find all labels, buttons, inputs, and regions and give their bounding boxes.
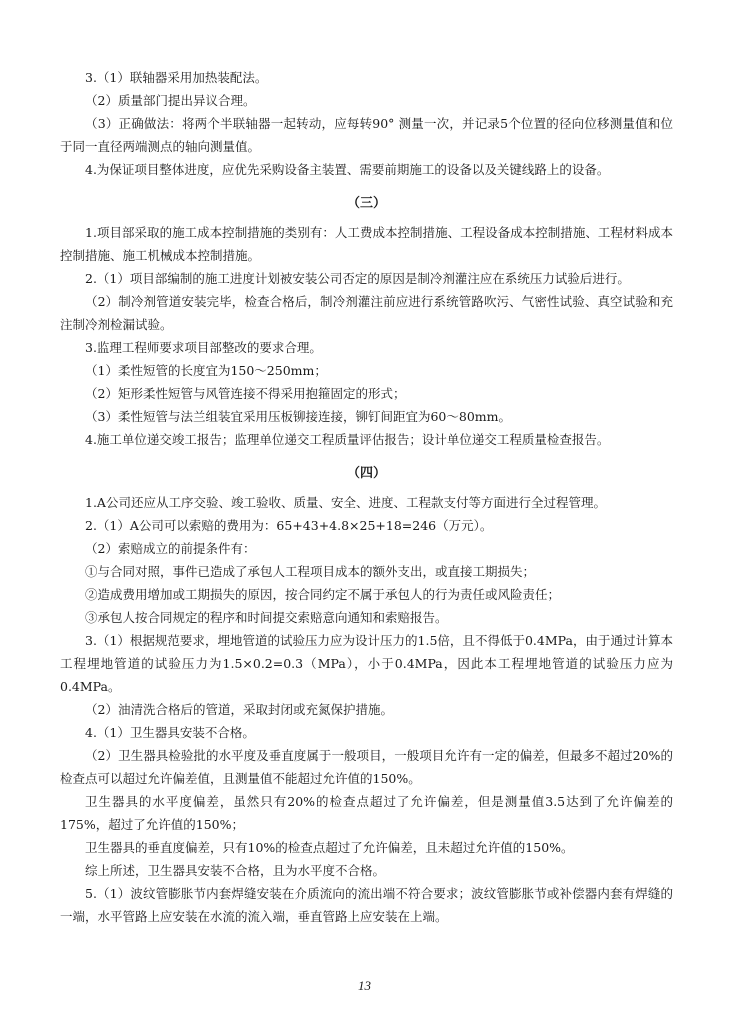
paragraph: 4.施工单位递交竣工报告；监理单位递交工程质量评估报告；设计单位递交工程质量检查报告。 — [85, 432, 610, 447]
paragraph: 4.（1）卫生器具安装不合格。 — [85, 725, 255, 740]
section-heading: （三） — [346, 196, 386, 211]
paragraph: （2）质量部门提出异议合理。 — [85, 93, 256, 108]
paragraph: （3）正确做法：将两个半联轴器一起转动，应每转90° 测量一次，并记录5个位置的径向位移测量值和位于同一直径两端测点的轴向测量值。 — [60, 116, 673, 154]
paragraph: （3）柔性短管与法兰组装宜采用压板铆接连接，铆钉间距宜为60～80mm。 — [85, 409, 511, 424]
paragraph: 卫生器具的水平度偏差，虽然只有20%的检查点超过了允许偏差，但是测量值3.5达到了允许偏差的175%，超过了允许值的150%； — [60, 794, 673, 832]
paragraph: ①与合同对照，事件已造成了承包人工程项目成本的额外支出，或直接工期损失； — [85, 564, 536, 579]
paragraph: 5.（1）波纹管膨胀节内套焊缝安装在介质流向的流出端不符合要求；波纹管膨胀节或补偿器内套有焊缝的一端，水平管路上应安装在水流的流入端，垂直管路上应安装在上端。 — [60, 886, 673, 924]
paragraph: （2）卫生器具检验批的水平度及垂直度属于一般项目，一般项目允许有一定的偏差，但最多不超过20%的检查点可以超过允许偏差值，且测量值不能超过允许值的150%。 — [60, 748, 673, 786]
paragraph: （2）制冷剂管道安装完毕，检查合格后，制冷剂灌注前应进行系统管路吹污、气密性试验、真空试验和充注制冷剂检漏试验。 — [60, 294, 673, 332]
paragraph: 2.（1）项目部编制的施工进度计划被安装公司否定的原因是制冷剂灌注应在系统压力试验后进行。 — [85, 271, 630, 286]
paragraph: ②造成费用增加或工期损失的原因，按合同约定不属于承包人的行为责任或风险责任； — [85, 587, 561, 602]
section-four — [60, 462, 673, 928]
paragraph: 综上所述，卫生器具安装不合格，且为水平度不合格。 — [85, 863, 386, 878]
paragraph: 卫生器具的垂直度偏差，只有10%的检查点超过了允许偏差，且未超过允许值的150%。 — [85, 840, 574, 855]
section-continued — [60, 66, 673, 181]
paragraph: （1）柔性短管的长度宜为150～250mm； — [85, 363, 327, 378]
paragraph: 3.（1）根据规范要求，埋地管道的试验压力应为设计压力的1.5倍，且不得低于0.4MPa，由于通过计算本工程埋地管道的试验压力为1.5×0.2=0.3（MPa），小于0.4MPa，因此本工程埋地管道的试验压力应为0.4MPa。 — [60, 633, 673, 694]
paragraph: 4.为保证项目整体进度，应优先采购设备主装置、需要前期施工的设备以及关键线路上的设备。 — [85, 162, 610, 177]
paragraph: 2.（1）A公司可以索赔的费用为：65+43+4.8×25+18=246（万元）。 — [85, 518, 493, 533]
paragraph: （2）索赔成立的前提条件有： — [85, 541, 256, 556]
paragraph: 3.监理工程师要求项目部整改的要求合理。 — [85, 340, 322, 355]
paragraph: （2）矩形柔性短管与风管连接不得采用抱箍固定的形式； — [85, 386, 406, 401]
paragraph: ③承包人按合同规定的程序和时间提交索赔意向通知和索赔报告。 — [85, 610, 448, 625]
section-three — [60, 192, 673, 451]
paragraph: 3.（1）联轴器采用加热装配法。 — [85, 70, 268, 85]
section-heading: （四） — [346, 466, 386, 481]
paragraph: 1.A公司还应从工序交验、竣工验收、质量、安全、进度、工程款支付等方面进行全过程管理。 — [85, 495, 606, 510]
paragraph: 1.项目部采取的施工成本控制措施的类别有：人工费成本控制措施、工程设备成本控制措施、工程材料成本控制措施、施工机械成本控制措施。 — [60, 225, 673, 263]
document-body — [60, 66, 673, 928]
paragraph: （2）油清洗合格后的管道，采取封闭或充氮保护措施。 — [85, 702, 393, 717]
page-number: 13 — [358, 978, 371, 993]
